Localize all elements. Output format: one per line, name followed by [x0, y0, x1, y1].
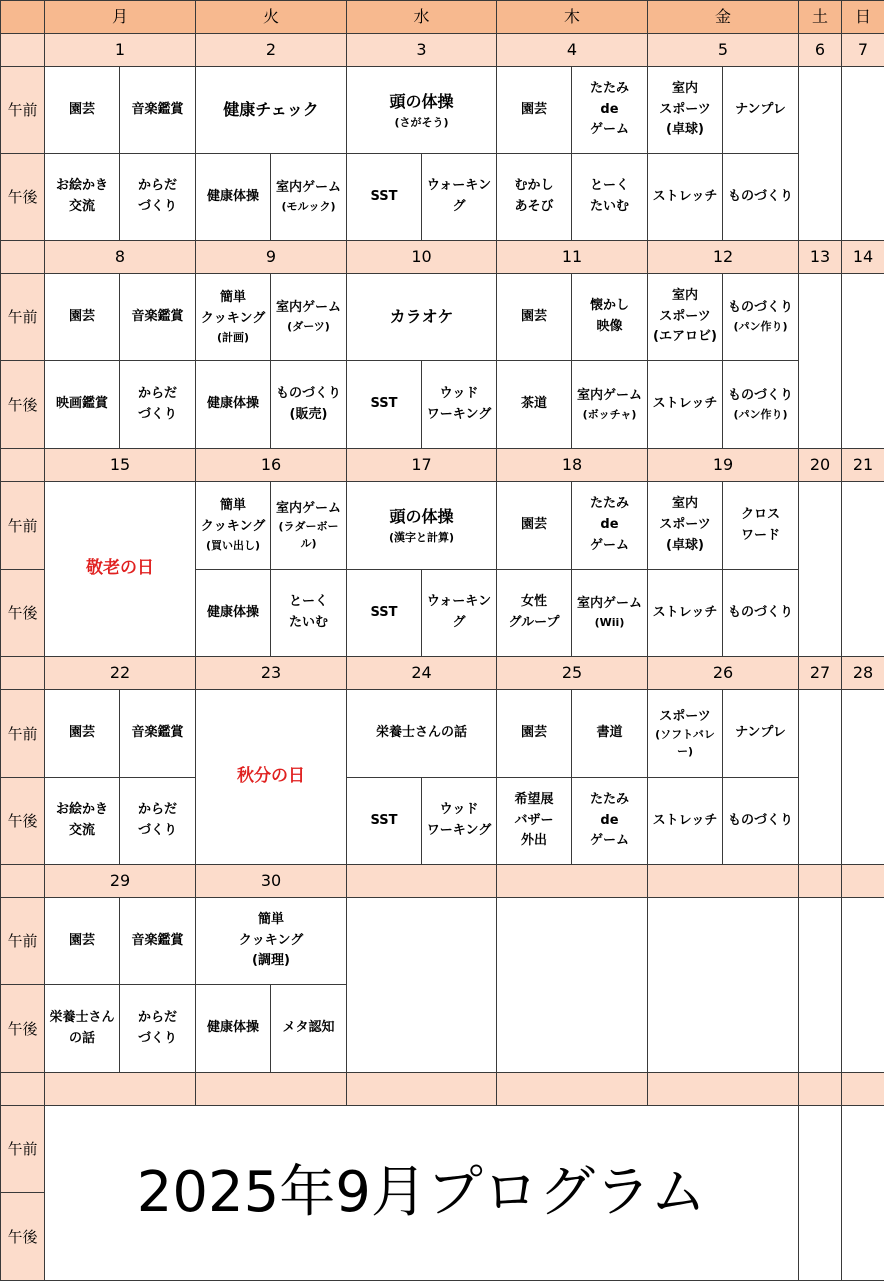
date-number [798, 864, 842, 898]
date-row-label [0, 864, 45, 898]
activity-name: 室内ゲーム [275, 180, 341, 196]
weekend-cell [798, 897, 842, 1073]
activity-cell [195, 897, 347, 985]
activity-note: (パン作り) [733, 407, 788, 421]
activity-name: 頭の体操 [389, 91, 454, 111]
activity-name: からだ づくり [137, 178, 177, 214]
activity-cell [647, 569, 723, 657]
activity-name: お絵かき 交流 [55, 178, 108, 214]
activity-name: たたみ de ゲーム [589, 496, 629, 553]
activity-name: 簡単 クッキング [200, 289, 266, 326]
date-row-label [0, 448, 45, 482]
activity-cell [722, 777, 799, 865]
date-number: 5 [647, 33, 799, 67]
activity-cell [496, 689, 572, 778]
period-label-pm: 午後 [0, 1192, 45, 1281]
activity-cell [195, 273, 271, 361]
activity-cell [571, 777, 648, 865]
activity-name: とーく たいむ [589, 178, 629, 214]
activity-name: 音楽鑑賞 [131, 101, 184, 117]
activity-name: ナンプレ [735, 725, 786, 741]
date-number: 6 [798, 33, 842, 67]
activity-cell [647, 273, 723, 361]
activity-cell [647, 481, 723, 570]
activity-cell [119, 984, 196, 1073]
activity-cell [119, 66, 196, 154]
activity-cell [346, 153, 422, 241]
period-label-am: 午前 [0, 273, 45, 361]
activity-cell [421, 153, 497, 241]
date-number: 19 [647, 448, 799, 482]
activity-cell [44, 777, 120, 865]
activity-cell [346, 689, 497, 778]
activity-cell [346, 777, 422, 865]
date-number: 26 [647, 656, 799, 690]
activity-name: 栄養士さんの話 [375, 725, 467, 741]
date-number [647, 1072, 799, 1106]
activity-name: SST [370, 396, 398, 412]
activity-name: 園芸 [520, 725, 547, 741]
activity-name: ものづくり [727, 812, 793, 828]
activity-name: 書道 [596, 725, 623, 741]
activity-cell [346, 569, 422, 657]
period-label-pm: 午後 [0, 569, 45, 657]
activity-cell [647, 777, 723, 865]
activity-cell [496, 481, 572, 570]
activity-cell [571, 273, 648, 361]
activity-name: 室内ゲーム [576, 387, 642, 403]
activity-cell [44, 360, 120, 449]
activity-name: 健康体操 [206, 396, 259, 412]
empty-cell [346, 897, 497, 1073]
holiday-cell: 秋分の日 [195, 689, 347, 865]
activity-cell [195, 66, 347, 154]
activity-name: 園芸 [68, 101, 95, 117]
activity-name: スポーツ [659, 708, 711, 724]
date-number: 10 [346, 240, 497, 274]
empty-cell [496, 897, 648, 1073]
period-label-am: 午前 [0, 897, 45, 985]
activity-cell [571, 569, 648, 657]
holiday-cell: 敬老の日 [44, 481, 196, 657]
activity-name: 健康体操 [206, 604, 259, 620]
period-label-am: 午前 [0, 1105, 45, 1193]
activity-note: (計画) [216, 330, 250, 344]
activity-note: (Wii) [594, 616, 625, 630]
activity-cell [346, 273, 497, 361]
activity-cell [722, 66, 799, 154]
activity-cell [119, 689, 196, 778]
date-number: 16 [195, 448, 347, 482]
activity-cell [496, 66, 572, 154]
date-number [346, 1072, 497, 1106]
activity-note: (買い出し) [205, 539, 261, 553]
period-label-pm: 午後 [0, 984, 45, 1073]
activity-cell [346, 360, 422, 449]
date-row-label [0, 656, 45, 690]
date-number [195, 1072, 347, 1106]
activity-name: 室内ゲーム [275, 500, 341, 516]
date-number: 23 [195, 656, 347, 690]
activity-cell [119, 273, 196, 361]
date-number: 11 [496, 240, 648, 274]
activity-cell [44, 66, 120, 154]
activity-name: 室内 スポーツ (卓球) [659, 496, 711, 553]
activity-cell [195, 984, 271, 1073]
activity-cell [195, 360, 271, 449]
date-number: 1 [44, 33, 196, 67]
activity-name: ストレッチ [652, 812, 718, 828]
activity-cell [722, 273, 799, 361]
activity-cell [722, 569, 799, 657]
activity-cell [571, 689, 648, 778]
activity-cell [44, 689, 120, 778]
date-row-label [0, 33, 45, 67]
weekday-header: 土 [798, 0, 842, 34]
activity-name: からだ づくり [137, 385, 177, 422]
date-number: 9 [195, 240, 347, 274]
activity-name: 室内ゲーム [275, 300, 341, 316]
weekend-cell [798, 689, 842, 865]
weekday-header: 金 [647, 0, 799, 34]
activity-name: クロス ワード [740, 506, 780, 543]
activity-cell [647, 153, 723, 241]
activity-name: 音楽鑑賞 [131, 932, 184, 948]
date-number: 17 [346, 448, 497, 482]
date-number: 2 [195, 33, 347, 67]
activity-name: むかし あそび [514, 178, 554, 214]
date-number: 30 [195, 864, 347, 898]
activity-name: お絵かき 交流 [55, 802, 108, 838]
date-number [496, 1072, 648, 1106]
activity-name: ナンプレ [735, 101, 786, 117]
activity-name: 茶道 [520, 396, 547, 412]
activity-name: ストレッチ [652, 188, 718, 204]
activity-cell [722, 481, 799, 570]
activity-cell [647, 689, 723, 778]
date-number [44, 1072, 196, 1106]
activity-name: ウォーキング [426, 178, 492, 214]
weekend-cell [841, 481, 884, 657]
date-number: 7 [841, 33, 884, 67]
date-number [841, 1072, 884, 1106]
activity-note: (漢字と計算) [388, 531, 455, 545]
activity-cell [496, 153, 572, 241]
activity-name: 園芸 [520, 101, 547, 117]
activity-cell [270, 360, 347, 449]
date-number: 25 [496, 656, 648, 690]
date-row-label [0, 1072, 45, 1106]
weekend-cell [798, 481, 842, 657]
activity-name: からだ づくり [137, 802, 177, 838]
activity-cell [346, 481, 497, 570]
activity-cell [270, 481, 347, 570]
activity-name: ウッド ワーキング [426, 802, 492, 838]
activity-cell [195, 153, 271, 241]
activity-name: たたみ de ゲーム [589, 791, 629, 849]
activity-note: (ラダーボール) [278, 520, 339, 550]
weekday-header: 月 [44, 0, 196, 34]
weekend-cell [841, 689, 884, 865]
activity-name: 栄養士さん の話 [49, 1009, 115, 1046]
activity-name: 簡単 クッキング [200, 498, 266, 535]
activity-cell [571, 360, 648, 449]
activity-note: (ソフトバレー) [655, 728, 715, 758]
period-label-pm: 午後 [0, 153, 45, 241]
activity-name: 室内 スポーツ (エアロビ) [653, 287, 717, 345]
activity-cell [346, 66, 497, 154]
activity-cell [119, 777, 196, 865]
date-number: 14 [841, 240, 884, 274]
weekday-header: 日 [841, 0, 884, 34]
activity-name: ものづくり [727, 188, 793, 204]
weekend-cell [798, 66, 842, 241]
period-label-am: 午前 [0, 481, 45, 570]
activity-cell [496, 569, 572, 657]
activity-name: 希望展 バザー 外出 [514, 791, 554, 849]
activity-cell [195, 481, 271, 570]
date-number: 18 [496, 448, 648, 482]
date-number: 24 [346, 656, 497, 690]
activity-cell [195, 569, 271, 657]
activity-cell [722, 689, 799, 778]
activity-cell [421, 777, 497, 865]
activity-name: 簡単 クッキング (調理) [238, 911, 304, 969]
activity-cell [270, 569, 347, 657]
date-number: 3 [346, 33, 497, 67]
date-number: 13 [798, 240, 842, 274]
activity-name: 園芸 [520, 308, 547, 324]
activity-cell [421, 360, 497, 449]
date-number: 22 [44, 656, 196, 690]
activity-name: 園芸 [68, 932, 95, 948]
activity-name: 室内 スポーツ (卓球) [659, 80, 711, 138]
activity-name: SST [370, 188, 398, 204]
activity-cell [571, 66, 648, 154]
activity-name: メタ認知 [282, 1020, 335, 1036]
activity-name: 園芸 [68, 308, 95, 324]
weekday-header: 水 [346, 0, 497, 34]
activity-name: ものづくり (販売) [275, 385, 341, 422]
date-number: 15 [44, 448, 196, 482]
weekend-cell [841, 897, 884, 1073]
weekend-cell [841, 1105, 884, 1281]
activity-name: 音楽鑑賞 [131, 308, 184, 324]
date-row-label [0, 240, 45, 274]
activity-name: たたみ de ゲーム [589, 80, 629, 138]
activity-cell [496, 273, 572, 361]
date-number [798, 1072, 842, 1106]
activity-name: SST [370, 812, 398, 828]
activity-cell [44, 984, 120, 1073]
activity-name: SST [370, 604, 398, 620]
activity-cell [119, 153, 196, 241]
activity-name: カラオケ [389, 307, 454, 327]
activity-cell [496, 777, 572, 865]
activity-note: (モルック) [281, 200, 336, 214]
activity-note: (ダーツ) [287, 320, 330, 334]
activity-cell [722, 153, 799, 241]
activity-note: (さがそう) [394, 115, 449, 129]
activity-name: 懐かし 映像 [589, 298, 629, 334]
activity-name: 園芸 [68, 725, 95, 741]
activity-cell [571, 153, 648, 241]
activity-cell [119, 360, 196, 449]
activity-note: (パン作り) [733, 320, 788, 334]
activity-name: ストレッチ [652, 396, 718, 412]
date-number: 20 [798, 448, 842, 482]
activity-cell [44, 273, 120, 361]
period-label-am: 午前 [0, 66, 45, 154]
activity-cell [44, 897, 120, 985]
period-label-pm: 午後 [0, 360, 45, 449]
activity-name: からだ づくり [137, 1009, 177, 1046]
activity-cell [270, 153, 347, 241]
weekend-cell [798, 1105, 842, 1281]
program-title: 2025年9月プログラム [44, 1105, 799, 1281]
activity-cell [647, 66, 723, 154]
activity-name: ものづくり [727, 387, 793, 403]
date-number: 28 [841, 656, 884, 690]
activity-name: 健康体操 [206, 1020, 259, 1036]
date-number [346, 864, 497, 898]
activity-name: ウォーキング [426, 594, 492, 630]
activity-cell [421, 569, 497, 657]
date-number: 29 [44, 864, 196, 898]
activity-name: ものづくり [727, 604, 793, 620]
activity-name: ストレッチ [652, 604, 718, 620]
empty-cell [647, 897, 799, 1073]
activity-name: ものづくり [727, 300, 793, 316]
activity-cell [496, 360, 572, 449]
weekday-header: 木 [496, 0, 648, 34]
activity-name: 健康体操 [206, 188, 259, 204]
activity-name: 園芸 [520, 517, 547, 533]
activity-name: 女性 グループ [508, 594, 560, 630]
activity-cell [270, 984, 347, 1073]
activity-cell [571, 481, 648, 570]
date-number: 21 [841, 448, 884, 482]
weekday-header: 火 [195, 0, 347, 34]
period-label-am: 午前 [0, 689, 45, 778]
activity-cell [44, 153, 120, 241]
activity-cell [722, 360, 799, 449]
date-number: 27 [798, 656, 842, 690]
activity-name: 音楽鑑賞 [131, 725, 184, 741]
period-label-pm: 午後 [0, 777, 45, 865]
activity-name: 映画鑑賞 [55, 396, 108, 412]
date-number [496, 864, 648, 898]
activity-cell [270, 273, 347, 361]
weekend-cell [841, 273, 884, 449]
activity-cell [119, 897, 196, 985]
date-number [647, 864, 799, 898]
date-number [841, 864, 884, 898]
activity-name: 頭の体操 [389, 507, 454, 527]
activity-name: 健康チェック [223, 100, 319, 120]
date-number: 8 [44, 240, 196, 274]
activity-name: とーく たいむ [288, 594, 328, 630]
activity-name: ウッド ワーキング [426, 385, 492, 422]
activity-cell [647, 360, 723, 449]
date-number: 12 [647, 240, 799, 274]
activity-name: 室内ゲーム [576, 596, 642, 612]
date-number: 4 [496, 33, 648, 67]
weekend-cell [798, 273, 842, 449]
activity-note: (ボッチャ) [582, 407, 637, 421]
header-corner [0, 0, 45, 34]
weekend-cell [841, 66, 884, 241]
